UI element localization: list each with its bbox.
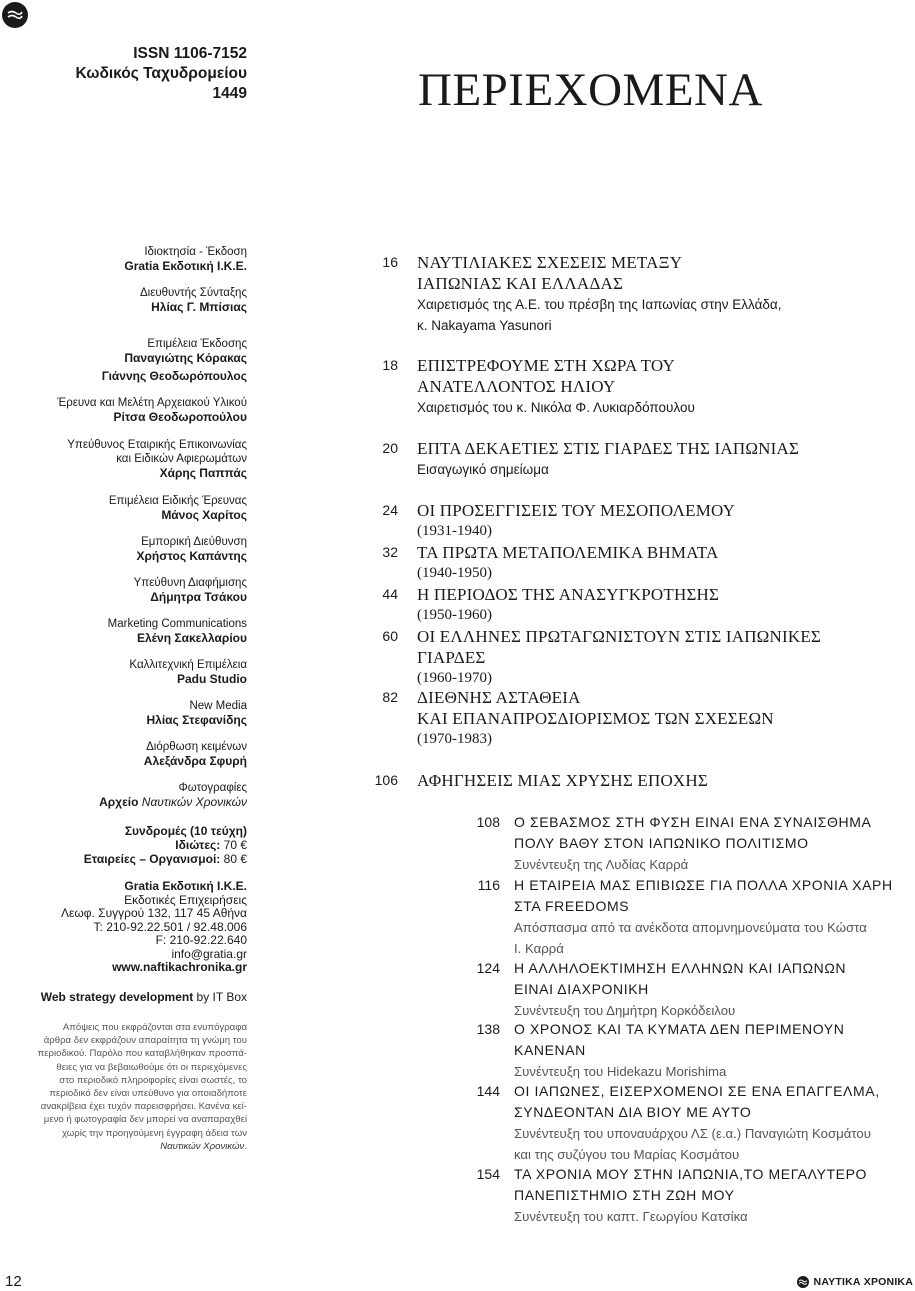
- toc-title-line: ΕΠΤΑ ΔΕΚΑΕΤΙΕΣ ΣΤΙΣ ΓΙΑΡΔΕΣ ΤΗΣ ΙΑΠΩΝΙΑΣ: [417, 439, 800, 458]
- disclaimer-end: .: [244, 1140, 247, 1152]
- sub-toc-title-line: ΟΙ ΙΑΠΩΝΕΣ, ΕΙΣΕΡΧΟΜΕΝΟΙ ΣΕ ΕΝΑ ΕΠΑΓΓΕΛΜΑ,: [514, 1083, 880, 1099]
- issn-block: [20, 44, 247, 104]
- sub-toc-page-number: 144: [476, 1083, 500, 1099]
- disclaimer-line: ανακρίβεια έχει τυχόν παρεισφρήσει. Κανένα κεί-: [40, 1101, 247, 1113]
- masthead-photos: [20, 781, 247, 809]
- masthead-name: Χάρης Παππάς: [159, 466, 247, 480]
- toc-subtitle: Εισαγωγικό σημείωμα: [417, 462, 549, 477]
- toc-title-line: ΓΙΑΡΔΕΣ: [417, 648, 486, 667]
- sub-toc-page-number: 116: [477, 877, 500, 893]
- subscription-corporate-label: Εταιρείες – Οργανισμοί:: [83, 852, 221, 866]
- sub-toc-title-line: ΠΑΝΕΠΙΣΤΗΜΙΟ ΣΤΗ ΖΩΗ ΜΟΥ: [514, 1187, 735, 1203]
- toc-page-number: 20: [382, 440, 398, 456]
- toc-entry-body: [417, 500, 897, 542]
- subscription-corporate-price: 80 €: [223, 852, 247, 866]
- masthead-entry: [20, 337, 247, 383]
- toc-entry-body: [417, 438, 897, 480]
- masthead-name: Ελένη Σακελλαρίου: [136, 631, 247, 645]
- toc-entry-body: [417, 252, 897, 336]
- toc-page-number: 24: [382, 502, 398, 518]
- toc-title-line: Η ΠΕΡΙΟΔΟΣ ΤΗΣ ΑΝΑΣΥΓΚΡΟΤΗΣΗΣ: [417, 585, 720, 604]
- disclaimer-line: περιοδικό δεν είναι υπεύθυνο για οποιαδήποτε: [49, 1088, 247, 1100]
- masthead-role: New Media: [189, 700, 247, 712]
- wave-icon: [799, 1279, 807, 1285]
- wave-icon: [7, 10, 23, 20]
- photo-archive-label: Αρχείο: [99, 795, 139, 809]
- toc-years: (1970-1983): [417, 731, 492, 747]
- toc-title-line: ΔΙΕΘΝΗΣ ΑΣΤΑΘΕΙΑ: [417, 688, 581, 707]
- sub-toc-page-number: 154: [476, 1166, 500, 1182]
- sub-toc-title-line: Η ΑΛΛΗΛΟΕΚΤΙΜΗΣΗ ΕΛΛΗΝΩΝ ΚΑΙ ΙΑΠΩΝΩΝ: [514, 960, 847, 976]
- masthead-name: Χρήστος Καπάντης: [136, 549, 247, 563]
- masthead-name: Δήμητρα Τσάκου: [150, 590, 247, 604]
- toc-page-number: 82: [382, 689, 398, 705]
- masthead-name: Ηλίας Γ. Μπίσιας: [151, 300, 247, 314]
- sub-toc-entry-body: [514, 812, 914, 875]
- sub-toc-title-line: ΚΑΝΕΝΑΝ: [514, 1042, 586, 1058]
- toc-title-line: ΙΑΠΩΝΙΑΣ ΚΑΙ ΕΛΛΑΔΑΣ: [417, 274, 624, 293]
- sub-toc-page-number: 124: [476, 960, 500, 976]
- toc-years: (1940-1950): [417, 565, 492, 581]
- issn-number: ISSN 1106-7152: [133, 45, 247, 62]
- publisher-logo-icon: [2, 2, 28, 28]
- brand-logo-icon: [797, 1276, 809, 1288]
- company-phone: T: 210-92.22.501 / 92.48.006: [93, 919, 247, 934]
- sub-toc-description: Συνέντευξη του Δημήτρη Κορκόδειλου: [514, 1003, 736, 1018]
- web-strategy-label: Web strategy development: [40, 990, 194, 1004]
- sub-toc-title-line: Ο ΣΕΒΑΣΜΟΣ ΣΤΗ ΦΥΣΗ ΕΙΝΑΙ ΕΝΑ ΣΥΝΑΙΣΘΗΜΑ: [514, 814, 872, 830]
- masthead-name: Ρίτσα Θεοδωροπούλου: [113, 410, 247, 424]
- masthead-role: Διευθυντής Σύνταξης: [139, 287, 247, 299]
- sub-toc-entry-body: [514, 875, 914, 959]
- toc-entry-body: [417, 355, 897, 418]
- sub-toc-title-line: ΠΟΛΥ ΒΑΘΥ ΣΤΟΝ ΙΑΠΩΝΙΚΟ ΠΟΛΙΤΙΣΜΟ: [514, 835, 809, 851]
- disclaimer-line: περιοδικού. Παρόλο που καταβλήθηκαν προσπά-: [37, 1048, 247, 1060]
- sub-toc-title-line: ΣΥΝΔΕΟΝΤΑΝ ΔΙΑ ΒΙΟΥ ΜΕ ΑΥΤΟ: [514, 1104, 752, 1120]
- sub-toc-description: Απόσπασμα από τα ανέκδοτα απομνημονεύματα του Κώστα: [514, 920, 867, 935]
- company-website-link[interactable]: www.naftikachronika.gr: [112, 960, 247, 974]
- toc-page-number: 60: [382, 628, 398, 644]
- masthead-entry: [20, 245, 247, 273]
- masthead-name: Παναγιώτης Κόρακας: [124, 351, 247, 365]
- disclaimer-line: [30, 1140, 247, 1153]
- masthead-name: Γιάννης Θεοδωρόπουλος: [101, 369, 247, 383]
- toc-title-line: ΑΦΗΓΗΣΕΙΣ ΜΙΑΣ ΧΡΥΣΗΣ ΕΠΟΧΗΣ: [417, 771, 708, 790]
- masthead-role: Marketing Communications: [107, 618, 247, 630]
- masthead-role: Υπεύθυνη Διαφήμισης: [133, 577, 247, 589]
- masthead-entry: [20, 740, 247, 768]
- masthead-entry: [20, 658, 247, 686]
- subscription-corporate: [20, 852, 247, 866]
- disclaimer-source: Ναυτικών Χρονικών: [160, 1140, 245, 1152]
- toc-title-line: ΟΙ ΠΡΟΣΕΓΓΙΣΕΙΣ ΤΟΥ ΜΕΣΟΠΟΛΕΜΟΥ: [417, 501, 736, 520]
- subscriptions-title: Συνδρομές (10 τεύχη): [124, 824, 247, 838]
- subscription-private: [20, 838, 247, 852]
- sub-toc-title-line: Ο ΧΡΟΝΟΣ ΚΑΙ ΤΑ ΚΥΜΑΤΑ ΔΕΝ ΠΕΡΙΜΕΝΟΥΝ: [514, 1021, 845, 1037]
- masthead: [20, 245, 247, 989]
- brand-name: ΝΑΥΤΙΚΑ ΧΡΟΝΙΚΑ: [813, 1276, 913, 1288]
- masthead-entry: [20, 494, 247, 522]
- masthead-name: Gratia Εκδοτική Ι.Κ.Ε.: [124, 259, 247, 273]
- toc-page-number: 32: [382, 544, 398, 560]
- toc-title-line: ΑΝΑΤΕΛΛΟΝΤΟΣ ΗΛΙΟΥ: [417, 377, 616, 396]
- disclaimer-line: μενο ή φωτογραφία δεν μπορεί να αναπαραχθεί: [43, 1114, 247, 1126]
- toc-years: (1931-1940): [417, 523, 492, 539]
- sub-toc-entry-body: [514, 958, 914, 1021]
- subscription-private-label: Ιδιώτες:: [175, 838, 221, 852]
- masthead-role: Επιμέλεια Ειδικής Έρευνας: [108, 495, 247, 507]
- toc-title-line: ΤΑ ΠΡΩΤΑ ΜΕΤΑΠΟΛΕΜΙΚΑ ΒΗΜΑΤΑ: [417, 543, 719, 562]
- sub-toc-description: Ι. Καρρά: [514, 941, 564, 956]
- masthead-role: Διόρθωση κειμένων: [146, 741, 247, 753]
- toc-entry-body: [417, 542, 897, 584]
- subscription-private-price: 70 €: [223, 838, 247, 852]
- masthead-name: Padu Studio: [177, 672, 247, 686]
- footer-brand: [797, 1276, 913, 1288]
- sub-toc-entry-body: [514, 1164, 914, 1227]
- masthead-entry: [20, 396, 247, 424]
- masthead-role: Εμπορική Διεύθυνση: [141, 536, 247, 548]
- sub-toc-entry-body: [514, 1019, 914, 1082]
- masthead-role: Φωτογραφίες: [178, 782, 247, 794]
- toc-entry-body: [417, 770, 897, 791]
- toc-years: (1950-1960): [417, 607, 492, 623]
- toc-entry-body: [417, 584, 897, 626]
- web-strategy-credit: [20, 990, 247, 1004]
- company-email[interactable]: info@gratia.gr: [171, 946, 247, 961]
- sub-toc-description: Συνέντευξη του καπτ. Γεωργίου Κατσίκα: [514, 1209, 748, 1224]
- disclaimer-line: χωρίς την προηγούμενη έγγραφη άδεια των: [61, 1127, 247, 1139]
- toc-page-number: 16: [382, 254, 398, 270]
- masthead-role: Ιδιοκτησία - Έκδοση: [144, 246, 247, 258]
- page-number: 12: [5, 1273, 22, 1290]
- sub-toc-page-number: 138: [476, 1021, 500, 1037]
- postal-code-value: 1449: [212, 85, 247, 102]
- company-address: Λεωφ. Συγγρού 132, 117 45 Αθήνα: [60, 906, 247, 920]
- page-title: ΠΕΡΙΕΧΟΜΕΝΑ: [418, 64, 763, 116]
- masthead-entry: [20, 286, 247, 314]
- masthead-role: Έρευνα και Μελέτη Αρχειακού Υλικού: [57, 397, 247, 409]
- company-name: Gratia Εκδοτική Ι.Κ.Ε.: [124, 879, 247, 893]
- toc-title-line: ΝΑΥΤΙΛΙΑΚΕΣ ΣΧΕΣΕΙΣ ΜΕΤΑΞΥ: [417, 253, 683, 272]
- company-fax: F: 210-92.22.640: [155, 933, 247, 947]
- sub-toc-page-number: 108: [476, 814, 500, 830]
- toc-page-number: 106: [374, 772, 398, 788]
- disclaimer-line: στο περιοδικό πληροφορίες είναι σωστές, το: [59, 1074, 247, 1086]
- disclaimer: [30, 1021, 247, 1153]
- masthead-entry: [20, 699, 247, 727]
- toc-years: (1960-1970): [417, 670, 492, 686]
- masthead-name: Ηλίας Στεφανίδης: [146, 713, 247, 727]
- disclaimer-line: θειες για να βεβαιωθούμε ότι οι περιεχόμενες: [56, 1061, 247, 1073]
- toc-subtitle: κ. Nakayama Yasunori: [417, 318, 552, 333]
- sub-toc-description: Συνέντευξη της Λυδίας Καρρά: [514, 857, 689, 872]
- toc-entry-body: [417, 687, 897, 750]
- sub-toc-title-line: ΣΤΑ FREEDOMS: [514, 898, 630, 914]
- masthead-name: Μάνος Χαρίτος: [161, 508, 247, 522]
- toc-subtitle: Χαιρετισμός της Α.Ε. του πρέσβη της Ιαπωνίας στην Ελλάδα,: [417, 297, 782, 312]
- company-info: [20, 880, 247, 975]
- sub-toc-description: Συνέντευξη του Hidekazu Morishima: [514, 1064, 727, 1079]
- photo-credit: [20, 795, 247, 809]
- sub-toc-title-line: ΕΙΝΑΙ ΔΙΑΧΡΟΝΙΚΗ: [514, 981, 649, 997]
- masthead-entry: [20, 617, 247, 645]
- sub-toc-description: και της συζύγου του Μαρίας Κοσμάτου: [514, 1147, 740, 1162]
- masthead-role: Υπεύθυνος Εταιρικής Επικοινωνίας και Ειδικών Αφιερωμάτων: [67, 439, 247, 465]
- masthead-entry: [20, 576, 247, 604]
- masthead-entry: [20, 438, 247, 480]
- sub-toc-title-line: Η ΕΤΑΙΡΕΙΑ ΜΑΣ ΕΠΙΒΙΩΣΕ ΓΙΑ ΠΟΛΛΑ ΧΡΟΝΙΑ ΧΑΡΗ: [514, 877, 893, 893]
- masthead-role: Καλλιτεχνική Επιμέλεια: [129, 659, 247, 671]
- toc-entry-body: [417, 626, 897, 689]
- masthead-entry: [20, 535, 247, 563]
- masthead-role: Επιμέλεια Έκδοσης: [147, 338, 247, 350]
- toc-title-line: ΟΙ ΕΛΛΗΝΕΣ ΠΡΩΤΑΓΩΝΙΣΤΟΥΝ ΣΤΙΣ ΙΑΠΩΝΙΚΕΣ: [417, 627, 822, 646]
- toc-subtitle: Χαιρετισμός του κ. Νικόλα Φ. Λυκιαρδόπουλου: [417, 400, 695, 415]
- photo-archive-source: Ναυτικών Χρονικών: [141, 795, 247, 809]
- sub-toc-description: Συνέντευξη του υποναυάρχου ΛΣ (ε.α.) Παναγιώτη Κοσμάτου: [514, 1126, 871, 1141]
- subscriptions: [20, 824, 247, 866]
- disclaimer-line: άρθρα δεν εκφράζουν απαραίτητα τη γνώμη του: [43, 1035, 247, 1047]
- toc-title-line: ΚΑΙ ΕΠΑΝΑΠΡΟΣΔΙΟΡΙΣΜΟΣ ΤΩΝ ΣΧΕΣΕΩΝ: [417, 709, 774, 728]
- toc-page-number: 44: [382, 586, 398, 602]
- sub-toc-entry-body: [514, 1081, 914, 1165]
- disclaimer-line: Απόψεις που εκφράζονται στα ενυπόγραφα: [62, 1022, 247, 1033]
- company-type: Εκδοτικές Επιχειρήσεις: [124, 892, 247, 907]
- web-strategy-by: by IT Box: [196, 990, 247, 1004]
- toc-page-number: 18: [382, 357, 398, 373]
- sub-toc-title-line: ΤΑ ΧΡΟΝΙΑ ΜΟΥ ΣΤΗΝ ΙΑΠΩΝΙΑ,ΤΟ ΜΕΓΑΛΥΤΕΡΟ: [514, 1166, 868, 1182]
- masthead-name: Αλεξάνδρα Σφυρή: [143, 754, 247, 768]
- toc-title-line: ΕΠΙΣΤΡΕΦΟΥΜΕ ΣΤΗ ΧΩΡΑ ΤΟΥ: [417, 356, 676, 375]
- postal-code-label: Κωδικός Ταχυδρομείου: [75, 65, 247, 82]
